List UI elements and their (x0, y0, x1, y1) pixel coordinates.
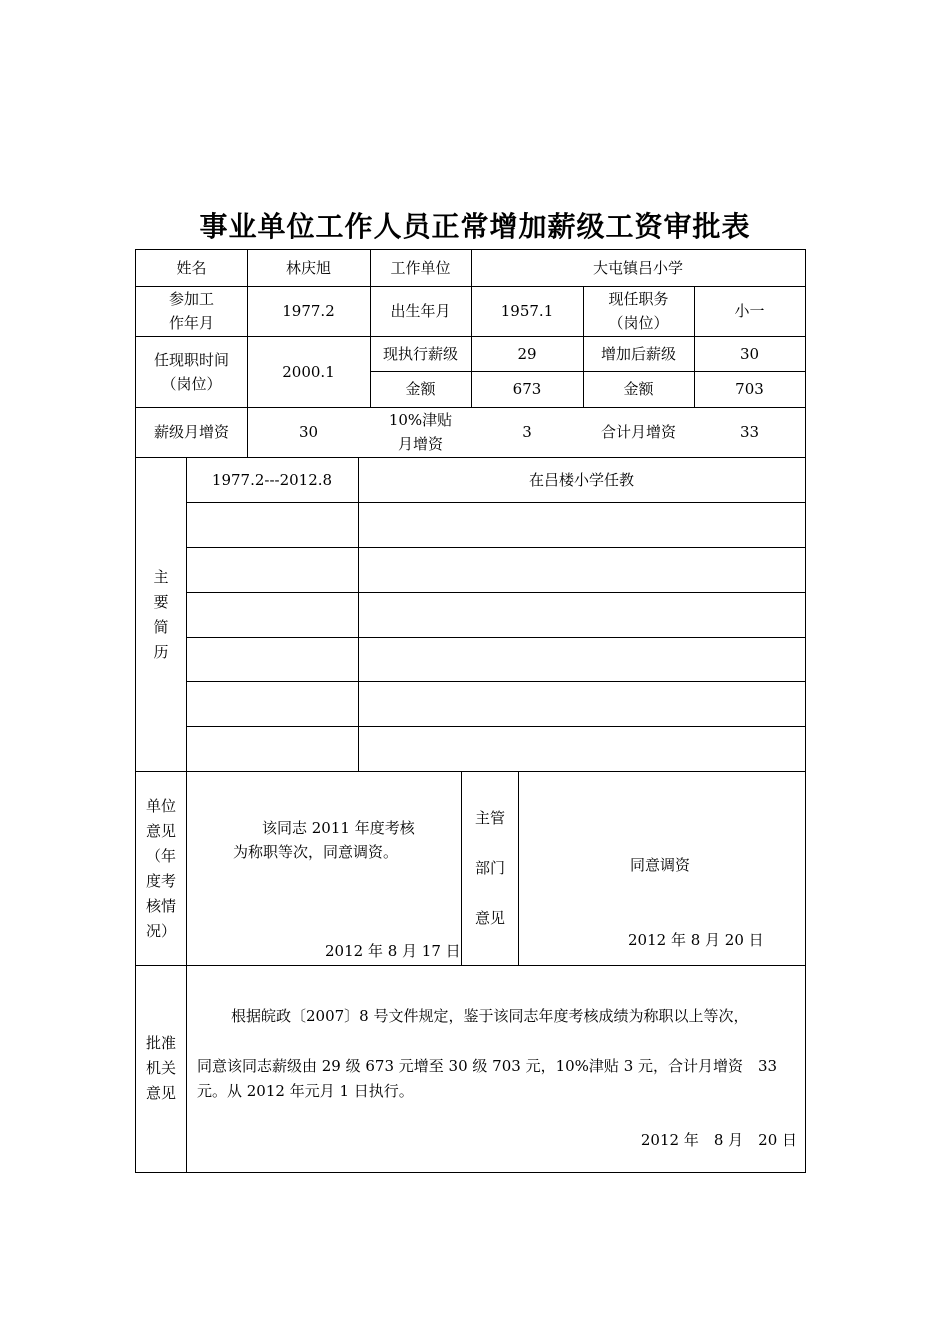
approval-label-line: 批准 (145, 1034, 176, 1052)
row-divider (186, 547, 805, 548)
unit-opinion-label-line: 况） (145, 922, 176, 940)
join-date-label-line2: 作年月 (168, 314, 214, 332)
new-amount-label: 金额 (623, 380, 654, 398)
dept-opinion-date: 2012 年 8 月 20 日 (628, 931, 764, 949)
approval-form-table (135, 249, 806, 1173)
row-divider (186, 681, 805, 682)
unit-opinion-label-line: 意见 (145, 822, 176, 840)
approval-text-line1: 根据皖政〔2007〕8 号文件规定，鉴于该同志年度考核成绩为称职以上等次， (231, 1007, 749, 1025)
join-date-label (136, 286, 247, 336)
current-grade-label: 现执行薪级 (382, 344, 458, 363)
unit-opinion-label-line: 单位 (145, 797, 176, 815)
approval-text-line3: 元。从 2012 年元月 1 日执行。 (197, 1082, 414, 1100)
resume-label (136, 565, 186, 665)
allowance-label-line2: 月增资 (397, 435, 443, 453)
total-increase-value: 33 (739, 423, 760, 441)
tenure-label-line1: 任现职时间 (153, 350, 229, 369)
position-value: 小一 (734, 302, 765, 320)
current-amount-value: 673 (512, 380, 542, 398)
new-grade-label: 增加后薪级 (600, 344, 676, 363)
row-divider (186, 592, 805, 593)
row-divider (186, 637, 805, 638)
form-title: 事业单位工作人员正常增加薪级工资审批表 (199, 210, 751, 243)
approval-label-line: 机关 (145, 1059, 176, 1077)
position-label-line1: 现任职务 (608, 290, 669, 308)
join-date-label-line1: 参加工 (168, 290, 214, 308)
total-increase-label: 合计月增资 (600, 423, 676, 441)
tenure-label (136, 336, 247, 407)
allowance-label-line1: 10%津贴 (388, 411, 453, 429)
unit-opinion-date: 2012 年 8 月 17 日 (325, 942, 461, 960)
dept-opinion-label-line1: 主管 (474, 809, 505, 827)
approval-label-line: 意见 (145, 1084, 176, 1102)
resume-description: 在吕楼小学任教 (528, 470, 634, 489)
row-divider (186, 502, 805, 503)
work-unit-value: 大屯镇吕小学 (592, 259, 683, 277)
unit-opinion-label-line: 度考 (145, 872, 176, 890)
unit-opinion-text-line1: 该同志 2011 年度考核 (262, 819, 415, 837)
col-divider (358, 457, 359, 771)
approval-label (136, 1031, 186, 1106)
row-divider (186, 726, 805, 727)
dept-opinion-label-line2: 部门 (474, 859, 505, 877)
unit-opinion-label-line: （年 (145, 847, 176, 865)
monthly-increase-label: 薪级月增资 (153, 423, 229, 441)
tenure-label-line2: （岗位） (161, 374, 222, 393)
approval-text-line2: 同意该同志薪级由 29 级 673 元增至 30 级 703 元，10%津贴 3 元，合计月增资 33 (197, 1057, 778, 1075)
monthly-increase-value: 30 (298, 423, 319, 441)
allowance-value: 3 (522, 423, 532, 441)
tenure-value: 2000.1 (282, 362, 335, 381)
dept-opinion-label-line3: 意见 (474, 909, 505, 927)
work-unit-label: 工作单位 (390, 259, 451, 277)
resume-label-char: 要 (153, 593, 169, 611)
resume-label-char: 历 (153, 643, 169, 661)
row-divider (136, 965, 805, 966)
unit-opinion-text-line2: 为称职等次，同意调资。 (233, 843, 399, 861)
dept-opinion-text: 同意调资 (630, 856, 691, 874)
unit-opinion-label-line: 核情 (145, 897, 176, 915)
unit-opinion-label (136, 794, 186, 944)
col-divider (518, 771, 519, 965)
col-divider (186, 457, 187, 1173)
resume-label-char: 主 (153, 568, 169, 586)
approval-date: 2012 年 8 月 20 日 (640, 1131, 797, 1149)
join-date-value: 1977.2 (282, 302, 335, 320)
allowance-label (370, 407, 471, 457)
birth-date-label: 出生年月 (390, 302, 451, 320)
current-grade-value: 29 (517, 344, 537, 363)
name-label: 姓名 (176, 259, 207, 277)
new-grade-value: 30 (739, 344, 760, 363)
position-label (583, 286, 694, 336)
new-amount-value: 703 (735, 380, 764, 398)
birth-date-value: 1957.1 (500, 302, 554, 320)
current-amount-label: 金额 (405, 380, 436, 398)
row-divider (136, 771, 805, 772)
resume-label-char: 简 (153, 618, 169, 636)
resume-period: 1977.2---2012.8 (211, 470, 333, 489)
position-label-line2: （岗位） (608, 314, 669, 332)
name-value: 林庆旭 (285, 259, 331, 277)
